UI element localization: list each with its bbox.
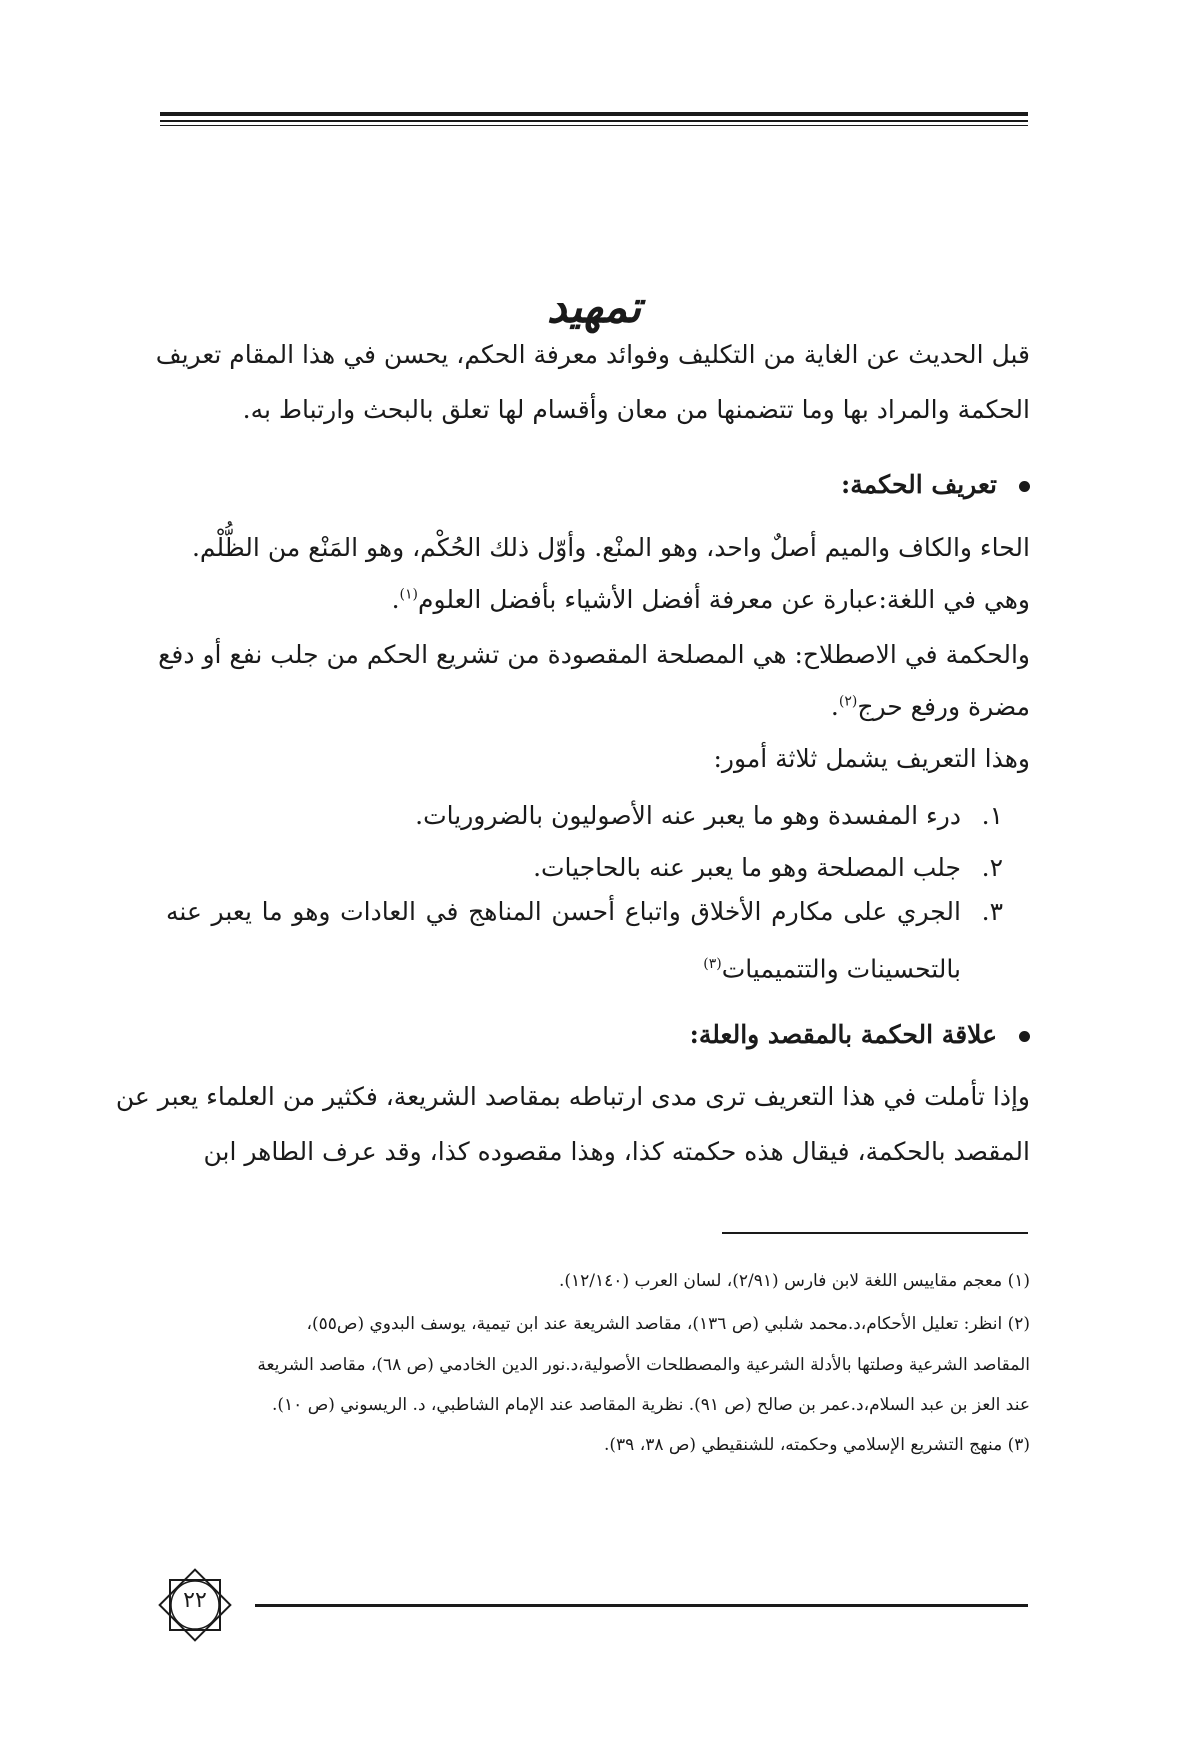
footnote-2-line-3: عند العز بن عبد السلام،د.عمر بن صالح (ص ٩١). نظرية المقاصد عند الإمام الشاطبي، د. الريسوني (ص ١٠). (271, 1395, 1030, 1415)
list-item-text: الجري على مكارم الأخلاق واتباع أحسن المناهج في العادات وهو ما يعبر عنه بالتحسينات والتتميميات (166, 897, 961, 984)
chapter-title: تمهيد (546, 282, 642, 333)
bullet-icon (1019, 481, 1030, 492)
bullet-icon (1019, 1031, 1030, 1042)
intro-line-1: قبل الحديث عن الغاية من التكليف وفوائد معرفة الحكم، يحسن في هذا المقام تعريف (155, 340, 1030, 369)
header-rule-medium (160, 120, 1028, 122)
list-item-text: جلب المصلحة وهو ما يعبر عنه بالحاجيات. (533, 853, 961, 882)
footnote-separator (722, 1232, 1028, 1234)
definition-line-2-text: وهي في اللغة:عبارة عن معرفة أفضل الأشياء بأفضل العلوم (418, 585, 1030, 614)
definition-line-4-end: . (830, 692, 839, 721)
header-rule-thick (160, 112, 1028, 116)
footer-rule (255, 1604, 1028, 1607)
footnote-2-line-2: المقاصد الشرعية وصلتها بالأدلة الشرعية والمصطلحات الأصولية،د.نور الدين الخادمي (ص ٦٨)، مقاصد الشريعة (257, 1355, 1030, 1375)
definition-line-5: وهذا التعريف يشمل ثلاثة أمور: (713, 744, 1030, 773)
page-number: ٢٢ (183, 1588, 207, 1613)
footnote-ref-3[interactable]: (٣) (703, 956, 722, 972)
intro-line-2: الحكمة والمراد بها وما تتضمنها من معان وأقسام لها تعلق بالبحث وارتباط به. (242, 395, 1030, 424)
list-item-number: ٢. (981, 853, 1003, 882)
list-item (150, 790, 1003, 842)
footnote-3: (٣) منهج التشريع الإسلامي وحكمته، للشنقيطي (ص ٣٨، ٣٩). (604, 1435, 1030, 1455)
footnote-ref-1[interactable]: (١) (399, 586, 418, 603)
footnote-1: (١) معجم مقاييس اللغة لابن فارس (٢/٩١)، لسان العرب (١٢/١٤٠). (559, 1271, 1030, 1291)
section-heading-text: علاقة الحكمة بالمقصد والعلة: (689, 1020, 997, 1049)
definition-line-4 (150, 692, 1030, 721)
list-item-number: ٣. (981, 897, 1003, 926)
section-heading-text: تعريف الحكمة: (841, 470, 997, 499)
footnote-2-line-1: (٢) انظر: تعليل الأحكام،د.محمد شلبي (ص ١٣٦)، مقاصد الشريعة عند ابن تيمية، يوسف البدوي (ص٥٥)، (306, 1314, 1030, 1334)
section-heading-definition (841, 470, 1030, 499)
relation-line-2: المقصد بالحكمة، فيقال هذه حكمته كذا، وهذا مقصوده كذا، وقد عرف الطاهر ابن (203, 1137, 1030, 1166)
definition-line-4-text: مضرة ورفع حرج (857, 692, 1030, 721)
list-item-text: درء المفسدة وهو ما يعبر عنه الأصوليون بالضروريات. (415, 801, 961, 830)
definition-line-2-end: . (391, 585, 400, 614)
list-item-number: ١. (981, 801, 1003, 830)
section-heading-relation (690, 1020, 1030, 1049)
relation-line-1: وإذا تأملت في هذا التعريف ترى مدى ارتباطه بمقاصد الشريعة، فكثير من العلماء يعبر عن (115, 1082, 1030, 1111)
definition-line-2 (150, 585, 1030, 614)
list-item (150, 886, 1003, 995)
definition-line-1: الحاء والكاف والميم أصلٌ واحد، وهو المنْع. وأوّل ذلك الحُكْم، وهو المَنْع من الظُّلْم. (191, 533, 1030, 562)
footnote-ref-2[interactable]: (٢) (838, 693, 858, 710)
header-rule-thin (160, 125, 1028, 126)
definition-line-3: والحكمة في الاصطلاح: هي المصلحة المقصودة من تشريع الحكم من جلب نفع أو دفع (158, 640, 1030, 669)
